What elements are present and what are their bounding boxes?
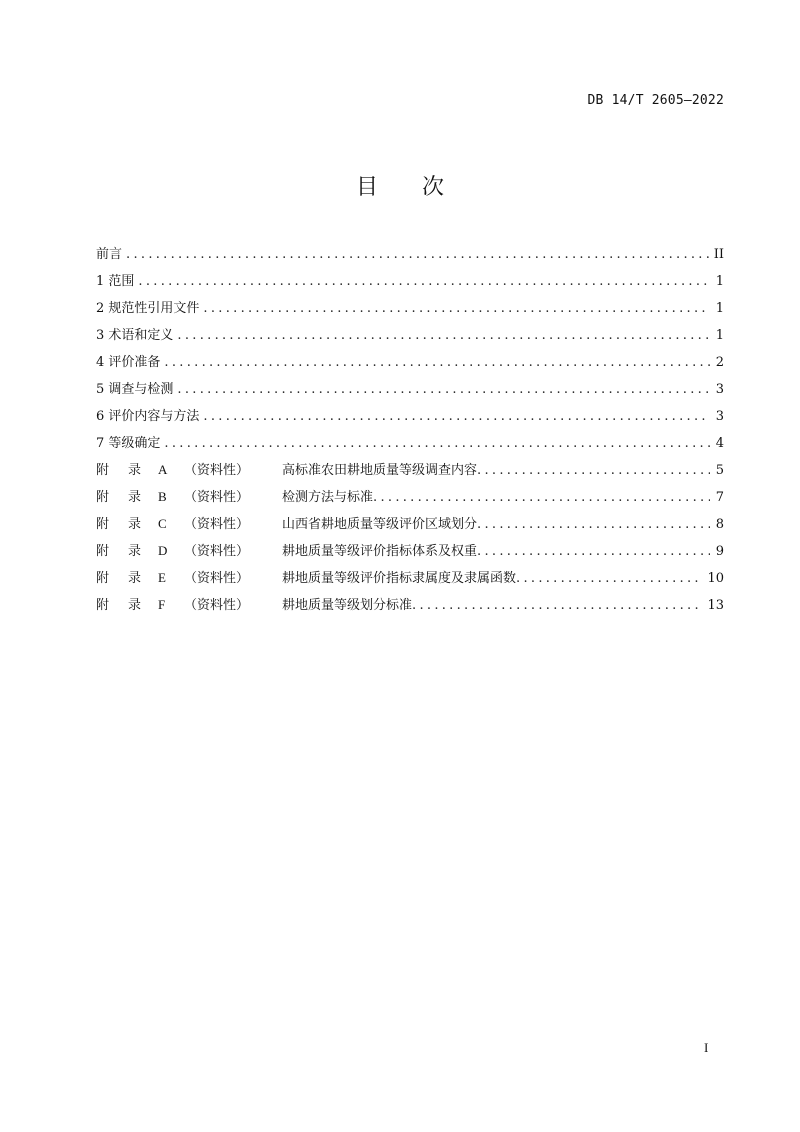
toc-entry-evaluation-preparation[interactable] [96,351,724,378]
toc-entry-page: 2 [715,355,724,370]
appendix-letter: E [158,570,166,585]
toc-entry-page: 5 [715,463,724,478]
appendix-letter: B [158,489,167,504]
dot-leader [203,301,710,316]
toc-entry-label: 5 调查与检测 [96,382,174,397]
toc-entry-grade-determination[interactable] [96,432,724,459]
toc-entry-evaluation-content-method[interactable] [96,405,724,432]
appendix-lu: 录 [128,598,142,613]
toc-entry-label: 1 范围 [96,274,135,289]
toc-appendix-e[interactable] [96,567,724,594]
appendix-letter: D [158,543,168,558]
table-of-contents [96,243,724,621]
appendix-fu: 附 [96,463,110,478]
appendix-kind: （资料性） [184,544,250,559]
toc-appendix-d[interactable] [96,540,724,567]
toc-entry-label: 3 术语和定义 [96,328,174,343]
appendix-kind: （资料性） [184,571,250,586]
dot-leader [477,463,710,478]
dot-leader [177,382,710,397]
appendix-title: 耕地质量等级评价指标隶属度及隶属函数 [282,571,517,586]
footer-page-number: I [704,1040,709,1055]
appendix-kind: （资料性） [184,490,250,505]
dot-leader [164,355,710,370]
dot-leader [126,247,710,262]
appendix-fu: 附 [96,598,110,613]
appendix-fu: 附 [96,571,110,586]
appendix-fu: 附 [96,517,110,532]
dot-leader [203,409,710,424]
page-title [0,170,800,201]
toc-entry-label: 7 等级确定 [96,436,161,451]
appendix-title: 检测方法与标准 [282,490,374,505]
appendix-kind: （资料性） [184,598,250,613]
appendix-kind: （资料性） [184,463,250,478]
toc-entry-label: 2 规范性引用文件 [96,301,200,316]
appendix-lu: 录 [128,490,142,505]
dot-leader [138,274,710,289]
appendix-lu: 录 [128,544,142,559]
appendix-lu: 录 [128,463,142,478]
appendix-fu: 附 [96,490,110,505]
dot-leader [373,490,710,505]
appendix-letter: A [158,462,168,477]
dot-leader [516,571,703,586]
toc-entry-page: 13 [707,598,724,613]
appendix-title: 耕地质量等级评价指标体系及权重 [282,544,478,559]
toc-appendix-b[interactable] [96,486,724,513]
toc-entry-foreword[interactable] [96,243,724,270]
appendix-title: 山西省耕地质量等级评价区域划分 [282,517,478,532]
appendix-lu: 录 [128,571,142,586]
toc-entry-page: 3 [715,382,724,397]
toc-entry-page: II [713,247,724,262]
title-char-2: 次 [422,175,445,200]
toc-entry-page: 7 [715,490,724,505]
appendix-title: 高标准农田耕地质量等级调查内容 [282,463,478,478]
toc-entry-normative-references[interactable] [96,297,724,324]
toc-appendix-f[interactable] [96,594,724,621]
appendix-lu: 录 [128,517,142,532]
toc-entry-page: 3 [715,409,724,424]
toc-entry-label: 4 评价准备 [96,355,161,370]
appendix-letter: F [158,597,166,612]
toc-entry-page: 8 [715,517,724,532]
toc-entry-page: 4 [715,436,724,451]
dot-leader [164,436,710,451]
toc-appendix-c[interactable] [96,513,724,540]
appendix-fu: 附 [96,544,110,559]
toc-entry-survey-testing[interactable] [96,378,724,405]
appendix-letter: C [158,516,167,531]
dot-leader [177,328,710,343]
document-code: DB 14/T 2605—2022 [587,93,724,108]
toc-entry-page: 1 [715,274,724,289]
toc-entry-page: 10 [707,571,724,586]
toc-entry-terms-definitions[interactable] [96,324,724,351]
toc-entry-label: 前言 [96,247,123,262]
dot-leader [477,517,710,532]
appendix-kind: （资料性） [184,517,250,532]
dot-leader [412,598,703,613]
toc-appendix-a[interactable] [96,459,724,486]
title-char-1: 目 [355,175,378,200]
appendix-title: 耕地质量等级划分标准 [282,598,413,613]
toc-entry-page: 1 [715,328,724,343]
toc-entry-page: 9 [715,544,724,559]
toc-entry-scope[interactable] [96,270,724,297]
toc-entry-label: 6 评价内容与方法 [96,409,200,424]
toc-entry-page: 1 [715,301,724,316]
dot-leader [477,544,710,559]
